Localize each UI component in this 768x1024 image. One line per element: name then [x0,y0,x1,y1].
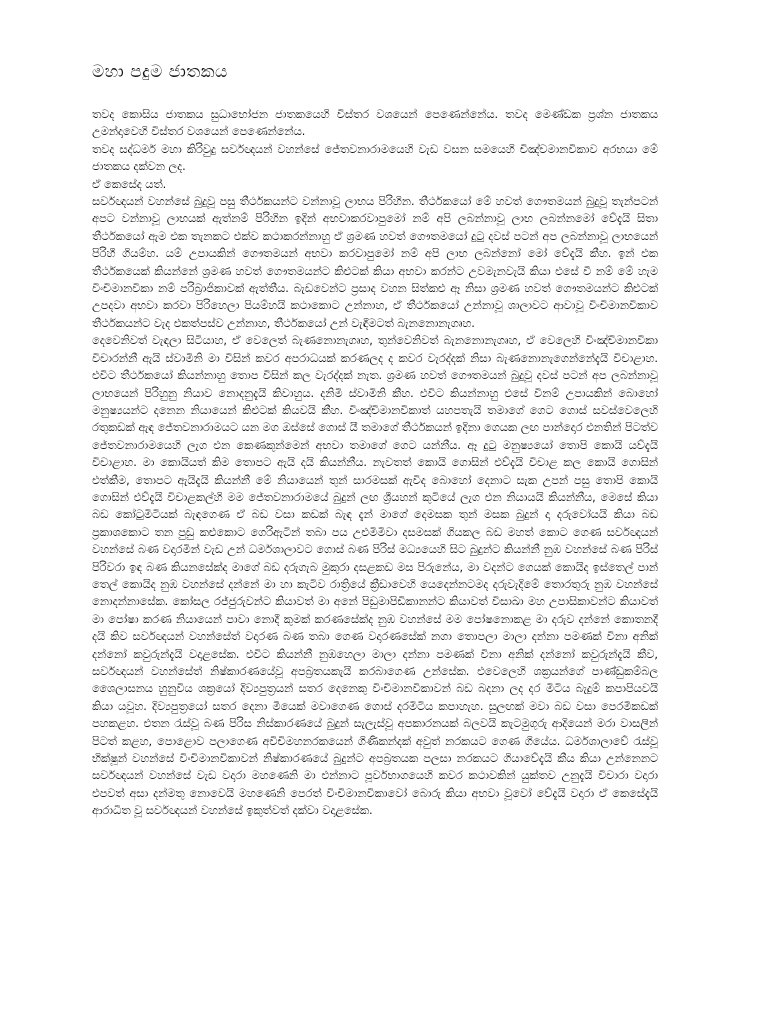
paragraph: තවද සද්ධර්ම මහා කිරිවුදු සර්වඥයන් වහන්සේ ජේතවනාරාමයෙහි වැඩ වසන සමයෙහි චිඤ්චමානවිකාව අරභයා මේ ජාතකය දක්වන ලද. [92,142,658,174]
paragraph: දෙවෙනිවත් වැඳලා සිටියාහ, ඒ වෙලෙත් බැණනොනැගෘහ, තුන්වෙනිවත් බැනනොනැගෘහ, ඒ වෙලෙහි විංඤ්චිමානවිකා විචාරන්නී ඇයි ස්වාමිනි මා විසින් කවර අපරාධයක් කරණලද ද කවර වැරද්දක් නිසා බැණනොනැගෙන්නේදැයි විචාළාහ. එවිට තීර්ථකයෝ කියන්නාහු තොප විසින් කල වැරද්දක් නැත. ශ්‍රමණ හවත් ගෞතමයන් බුදුවූ දවස් පටන් අප ලබන්නාවූ ලාභයෙන් පිරිහුනු නියාව නොදනුදැයි කිවාහුය. දනිමි ස්වාමිනි කීහ. එවිට කියන්නාහු එසේ විනම් උපායකින් බොහෝ මනුෂ්‍යයන්ට දනෙන නියායෙන් කිළුටක් කියවයි කීහ. විංඤ්චිමානවිකාත් යහපතැයි තමාගේ ගෙට ගොස් සවස්වෙලෙහි රතුකඩක් ඇඳ ජේතවනාරාමයට යන මග ඔස්සේ ගොස් යී තමාගේ තීර්ථකයන් ඉදිනා ගෙයක ලඟ පාන්දොර එනතින් පිටත්ව ජේතවනාරාමයෙහි ලැග එන කෙණකුන්මෙන් අභවා තමාගේ ගෙට යන්නීය. ඈ දුටු මනුෂ්‍යයෝ තොපි කොයි යව්දැයි විචාළාහ. මා කොයියත් කිම තොපට ඇයි දයි කියන්නීය. නැවතත් කොයි ගොසින් එව්දැයි විචාළ කල කොයි ගොසින් එත්කීම, තොපට ඇයිදැයි කියන්නී මේ නියායෙන් තුන් සාරමසක් ඇවිද බොහෝ දෙනාට සැක උපන් පසු තොපි කොයි ගොසින් එව්දැයි විචාළකල්හි මම ජේතවනාරාමයේ බුදුන් ලඟ ශ්‍රීයහන් කුටියේ ලැග එන නියායයි කියන්නීය, මෙසේ කියා බඩ කෝටුමිටියක් බැඳගෙණ ඒ බඩ වසා කඩක් බැඳ දැන් මාගේ දෙමසක තුන් මසක බුදුන් දා දරුවෝයයි කියා බඩ ප්‍රකාශකොට තන පුඩු කළුකොට ගෙරිඇටින් තබා පය උළුමිමිවා දසමසක් ගියකල බඩ මහත් කොට ගෙණ සර්වඥයන් වහන්සේ බණ වදාරමින් වැඩ උන් ධර්මශාලාවට ගොස් බණ පිරිස් මධ්‍යයෙහි සිට බුදුන්ට කියන්නී නුඹ වහන්සේ බණ පිරිස් පිරිවරා ඉඳ බණ කියනසේක්ද මාගේ බඩ දරුගැබ මුකුරා දසළකඩ මස පිරුනේය, මා වදන්ට ගෙයක් කොයිද ඉස්තෙල් පාන් තෙල් කොයිද නුඹ වහන්සේ දන්නේ මා හා කැටිව රාත්‍රියේ ක්‍රීඩාවෙහි යෙදෙන්නටමද දරුවැදිමේ තොරතුරු නුඹ වහන්සේ නොදන්නාසේක. කෝසල රජ්ජුරුවන්ට කියාවත් මා අනේ පිඩුමාපිඩිකානන්ට කියාවත් විසාඛා මහ උපාසිකාවන්ට කියාවත් මා පෝෂා කරණ නියායෙන් පාවා නොදී කුමක් කරණසේක්ද නුඹ වහන්සේ මම පෝෂනොකළ මා දරුව දන්නේ කොතනදී දයි කිව සර්වඥයන් වහන්සේත් වදාරණ බණ තබා ගෙණ වදාරණසේක් නගා තොපලා මාලා දන්නා පමණක් විනා අනික් දන්නෝ කවුරුන්දැයි වදාළසේක. එවිට කියන්නී නුඹහෙලා මාලා දන්නා පමණක් විනා අනික් දන්නෝ කවුරුන්දැයි කීව, සර්වඥයන් වහන්සේත් නිෂ්කාරණයේවූ අපබ්‍රතයකැයි කරබාගෙණ උන්සේක. එවෙලෙහි ශක්‍රයන්ගේ පාණ්ඩුකම්බල ශෛලාසනය හුනුවිය ශක්‍රයෝ දිව්‍යපුත්‍රයන් සතර දෙනෙකු විංචිමානවිකාවන් බඩ බදනා ලද දර මිටිය බැදුම් කපාපියවයි කියා යවූහ. දිව්‍යපුත්‍රයෝ සතර දෙනා මීයෙක් මවාගෙණ ගොස් දරමිටිය කපාහැහ. සුලඟක් මවා බඩ වසා පෙරමීකඩක් පහකළහ. එතන රැස්වූ බණ පිරිස නිස්කාරණයේ බුදුන් සැලැස්වූ අපකාරනයක් බලවයි කැටමුගුරු ආදියෙන් මරා වාසලින් පිටත් කළහ, පොළොව පලාගෙණ අවිචිමහනරකයෙන් ගිණිකන්දක් අවුත් නරකයට ගෙණ ගියේය. ධර්මශාලාවේ රැස්වූ භික්ෂූන් වහන්සේ විංචිමානවිකාවන් නිෂ්කාරණයේ බුදුන්ට අපබ්‍රතයක පලසා නරකයට ගියාවේදැයි කීය කියා උන්නෙනට සර්වඥයන් වහන්සේ වැඩ වදාරා මහණෙනි මා එන්නාට පූර්වභාගයෙහි කවර කථාවකින් යුක්තව උනුදැයි විචාරා වදාරා එපවත් අසා දන්මතු නොවෙයි මහණෙනි පෙරත් විංචිමානවිකාවෝ බොරු කියා අභවා වූවෝ වේදැයි වදාරා ඒ කෙසේදැයි ආරාධිත වූ සර්වඥයන් වහන්සේ ඉකුත්වත් දක්වා වදාළසේක. [92,334,658,818]
paragraph: තවද කොසිය ජාතකය සුධාභෝජන ජාතකයෙහි විස්තර වශයෙන් පෙණෙන්නේය. තවද මෙණ්ඩක ප්‍රශ්න ජාතකය උමන්දාවෙහි විස්තර වශයෙන් පෙණෙන්නේය. [92,108,658,139]
paragraph: සර්වඥයන් වහන්සේ බුදුවූ පසු තීර්ථකයන්ට වන්නාවූ ලාභය පිරිහින. තීර්ථකයෝ මේ හවත් ගෞතමයන් බුදුවූ තැන්පටන් අපට වන්නාවූ ලාභයක් ඇත්නම් පිරිහින ඉදින් අභවාකරවාපුමෝ නම් අපි ලබන්නාවූ ලාභ ලබන්නමෝ වේදැයි සිතා තීර්ථකයෝ ඇම එක තැනකට එක්ව කථාකරන්නාහු ඒ ශ්‍රමණ හවත් ගෞතමයෝ දුටු දවස් පටන් අප ලබන්නාවූ ලාභයෙන් පිරිහී ගියම්හ. යම් උපායකින් ගෞතමයන් අභවා කරවාපුමෝ නම් අපි ලාභ ලබන්නෝ මෝ වේදැයි කීහ. ඉන් එක තීර්ථකයෙක් කියන්නේ ශ්‍රමණ හවත් ගෞතමයන්ට කිළුටක් කියා අභවා කරන්ට උවමැනවැයි කියා එසේ වී නම් මේ හැම විංචිමානවිකා නම් පරිබ්‍රාජිකාවක් ඇත්තීය. බැඩවෙන්ට ප්‍රසාද වහන සිත්කළු ඈ නිසා ශ්‍රමණ හවත් ගෞතමයන්ට කිළුටක් උපදවා අභවා කරවා පිරිහෙලා පියම්හයි කථාකොට උන්නාහ, ඒ තීර්ථකයෝ උන්නාවූ ශාලාවට ආවාවූ විංචිමානවිකාව තීර්ථකයන්ට වැද එකත්පස්ව උන්නාහ, තීර්ථකයෝ උන් වැඳීමටත් බැනනොනැගෘහ. [92,195,658,330]
paragraph: ඒ කෙසේද යත්. [92,177,167,191]
document-title: මහා පදුම ජාතකය [92,62,228,82]
document-body [92,106,658,820]
